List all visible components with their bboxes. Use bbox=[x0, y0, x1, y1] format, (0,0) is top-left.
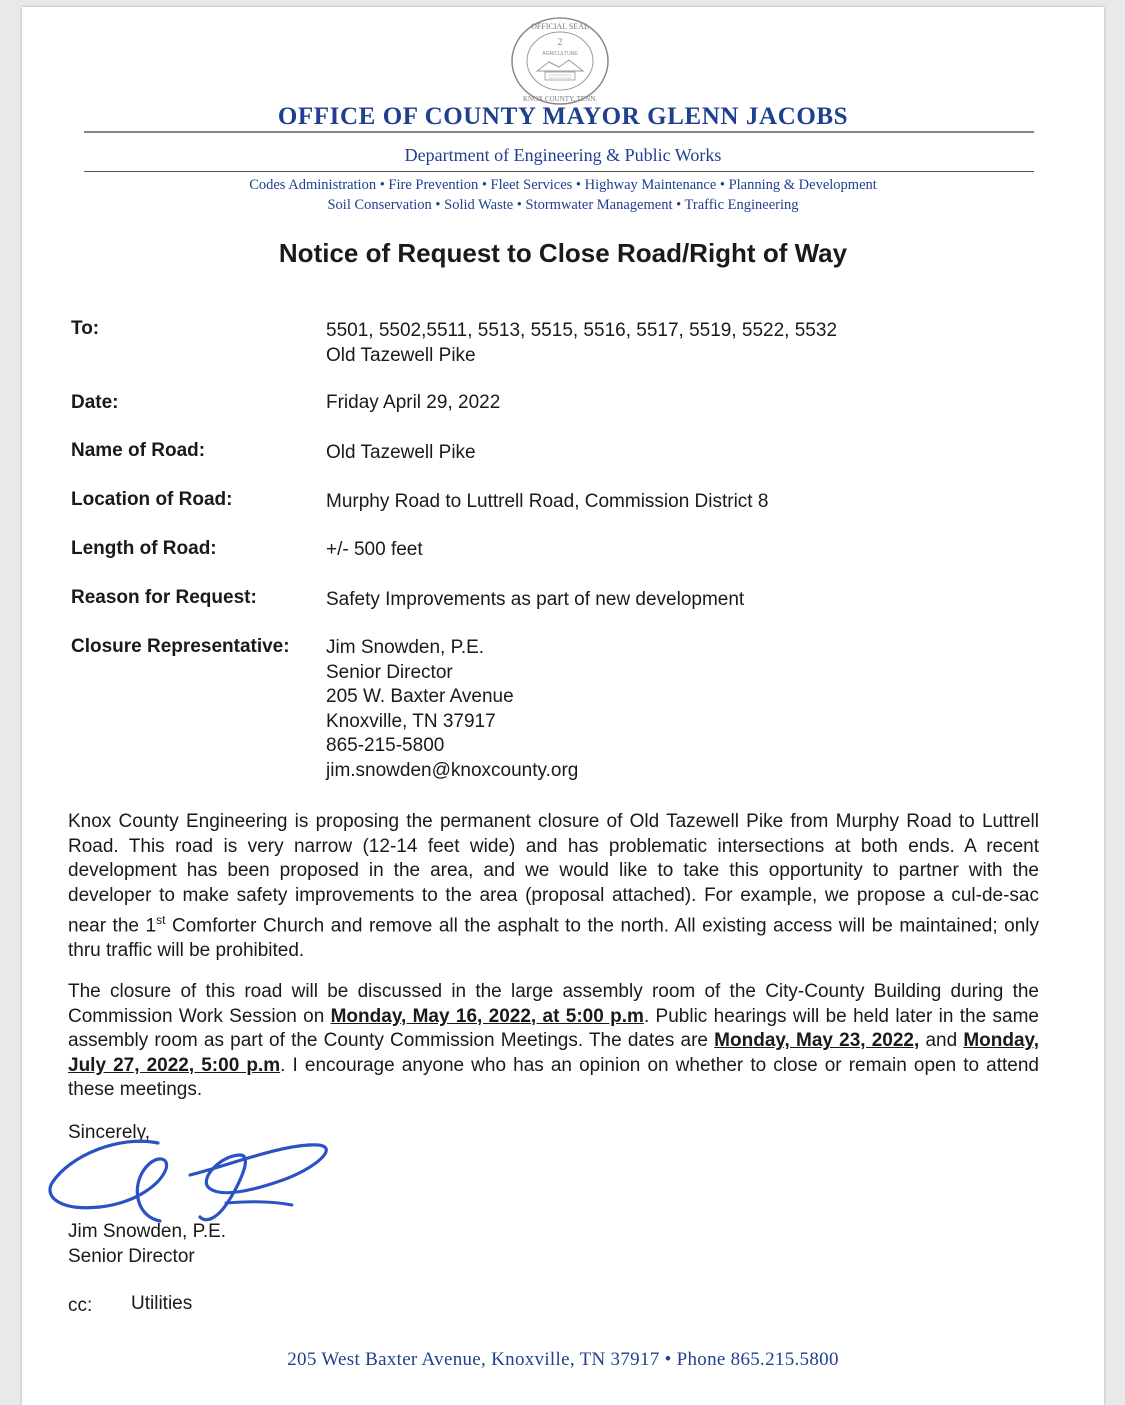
cc-label: cc: bbox=[68, 1295, 93, 1316]
paragraph-1-superscript: st bbox=[156, 913, 166, 928]
representative-city: Knoxville, TN 37917 bbox=[326, 710, 496, 732]
paragraph-1-text-end: Comforter Church and remove all the asphalt to the north. All existing access will be maintained; only thru traffic will be prohibited. bbox=[68, 915, 1039, 962]
date-label: Date: bbox=[71, 392, 119, 413]
hearing-date-2: Monday, July 27, 2022, 5:00 p.m bbox=[68, 1030, 1039, 1076]
body-paragraph-2 bbox=[68, 980, 1039, 1103]
date-value: Friday April 29, 2022 bbox=[326, 392, 501, 413]
representative-phone: 865-215-5800 bbox=[326, 735, 445, 757]
paragraph-1-text: Knox County Engineering is proposing the permanent closure of Old Tazewell Pike from Murphy Road to Luttrell Road. This road is very narrow (12-14 feet wide) and has problematic intersections at both ends. A recent development has been proposed in the area, and we would like to take this opportunity to partner with the developer to make safety improvements to the area (proposal attached). For example, we propose a cul-de-sac near the 1 bbox=[68, 811, 1039, 937]
letterhead-divider bbox=[84, 171, 1034, 172]
handwritten-signature-icon bbox=[40, 1125, 340, 1225]
road-name-value: Old Tazewell Pike bbox=[326, 442, 476, 463]
road-location-label: Location of Road: bbox=[71, 489, 233, 510]
to-value bbox=[326, 319, 837, 368]
office-title: OFFICE OF COUNTY MAYOR GLENN JACOBS bbox=[277, 103, 849, 130]
footer-address: 205 West Baxter Avenue, Knoxville, TN 37917 • Phone 865.215.5800 bbox=[287, 1349, 839, 1370]
body-paragraph-1 bbox=[68, 810, 1039, 964]
representative-label: Closure Representative: bbox=[71, 636, 290, 657]
work-session-date: Monday, May 16, 2022, at 5:00 p.m bbox=[330, 1005, 644, 1027]
notice-title: Notice of Request to Close Road/Right of Way bbox=[278, 238, 848, 268]
representative-title: Senior Director bbox=[326, 661, 453, 683]
document-page bbox=[22, 7, 1104, 1405]
road-name-label: Name of Road: bbox=[71, 440, 206, 461]
department-name: Department of Engineering & Public Works bbox=[404, 145, 722, 165]
paragraph-2-text-2: . Public hearings will be held later in the same assembly room as part of the County Commission Meetings. The dates are bbox=[68, 1005, 1039, 1052]
letterhead-rule bbox=[84, 131, 1034, 133]
svg-text:KNOX COUNTY, TENN.: KNOX COUNTY, TENN. bbox=[522, 95, 598, 103]
representative-street: 205 W. Baxter Avenue bbox=[326, 686, 514, 708]
reason-label: Reason for Request: bbox=[71, 587, 257, 608]
to-label: To: bbox=[71, 318, 100, 339]
road-length-value: +/- 500 feet bbox=[326, 539, 423, 560]
signer-title: Senior Director bbox=[68, 1245, 195, 1267]
services-line-2: Soil Conservation • Solid Waste • Stormwater Management • Traffic Engineering bbox=[327, 197, 799, 213]
road-length-label: Length of Road: bbox=[71, 538, 217, 559]
svg-text:OFFICIAL SEAL: OFFICIAL SEAL bbox=[531, 22, 589, 31]
paragraph-2-text-4: . I encourage anyone who has an opinion on whether to close or remain open to attend these meetings. bbox=[68, 1054, 1039, 1101]
reason-value: Safety Improvements as part of new development bbox=[326, 589, 745, 610]
road-location-value: Murphy Road to Luttrell Road, Commission District 8 bbox=[326, 491, 769, 512]
paragraph-2-text: The closure of this road will be discussed in the large assembly room of the City-County Building during the Commission Work Session on bbox=[68, 981, 1039, 1027]
paragraph-2-text-3: and bbox=[919, 1030, 964, 1052]
representative-name: Jim Snowden, P.E. bbox=[326, 637, 485, 658]
salutation: Sincerely, bbox=[68, 1122, 151, 1143]
signer-name: Jim Snowden, P.E. bbox=[68, 1221, 227, 1242]
county-seal-icon bbox=[509, 15, 611, 107]
svg-text:2: 2 bbox=[557, 37, 563, 48]
representative-block bbox=[326, 636, 578, 784]
svg-text:AGRICULTURE: AGRICULTURE bbox=[542, 51, 578, 57]
signer-block bbox=[68, 1220, 226, 1269]
services-line-1: Codes Administration • Fire Prevention • Fleet Services • Highway Maintenance • Planning & Development bbox=[249, 177, 877, 193]
representative-email: jim.snowden@knoxcounty.org bbox=[326, 759, 579, 781]
to-street: Old Tazewell Pike bbox=[326, 344, 476, 366]
cc-value: Utilities bbox=[131, 1293, 193, 1314]
to-addresses: 5501, 5502,5511, 5513, 5515, 5516, 5517, 5519, 5522, 5532 bbox=[326, 320, 838, 341]
hearing-date-1: Monday, May 23, 2022, bbox=[714, 1030, 920, 1052]
